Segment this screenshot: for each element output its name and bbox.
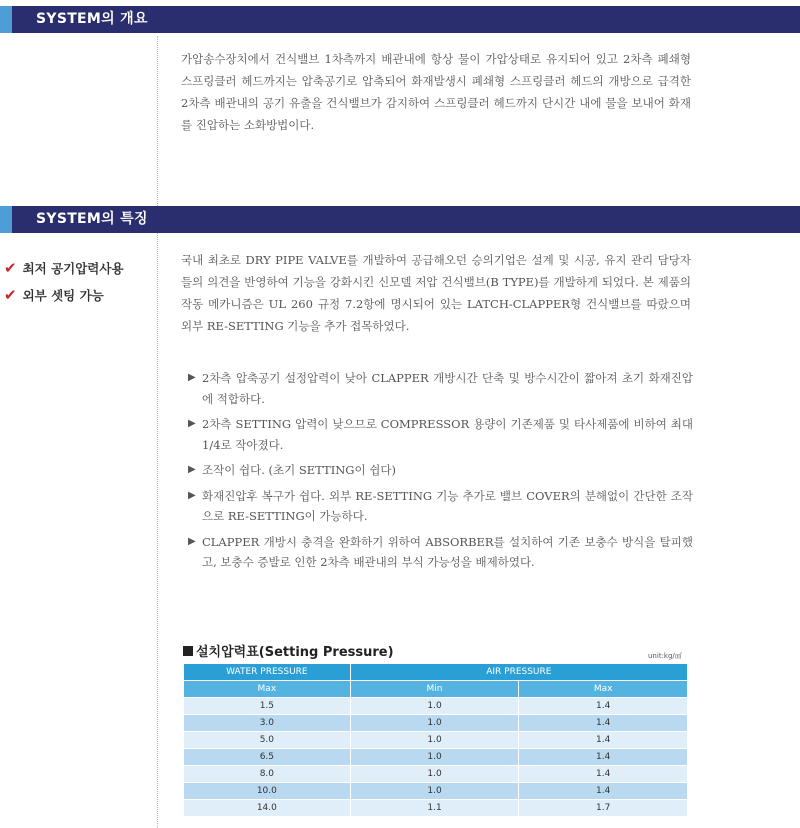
table-unit: unit:kg/㎠ xyxy=(648,652,682,660)
header-water-pressure: WATER PRESSURE xyxy=(184,664,351,681)
triangle-bullet-icon: ▶ xyxy=(188,535,196,547)
table-cell: 14.0 xyxy=(184,800,351,817)
feature-bullet-list xyxy=(188,368,693,578)
highlight-item: ✔ 최저 공기압력사용 xyxy=(4,259,124,277)
triangle-bullet-icon: ▶ xyxy=(188,489,196,501)
table-cell: 3.0 xyxy=(184,715,351,732)
table-cell: 1.1 xyxy=(350,800,519,817)
triangle-bullet-icon: ▶ xyxy=(188,418,196,429)
subheader-air-min: Min xyxy=(350,681,519,698)
table-cell: 1.4 xyxy=(519,783,688,800)
section-header-features xyxy=(0,206,800,233)
features-paragraph: 국내 최초로 DRY PIPE VALVE를 개발하여 공급해오던 승의기업은 설계 및 시공, 유지 관리 담당자들의 의견을 반영하여 기능을 강화시킨 신모델 저압 건식밸브(B TYPE)를 개발하게 되었다. 본 제품의 작동 메카니즘은 UL 260 규정 7.2항에 명시되어 있는 LATCH-CLAPPER형 건식밸브를 따랐으며 외부 RE-SETTING 기능을 추가 접목하였다. xyxy=(181,253,691,333)
table-cell: 1.0 xyxy=(350,766,519,783)
list-item: ▶ CLAPPER 개방시 충격을 완화하기 위하여 ABSORBER를 설치하여 기존 보충수 방식을 탈피했고, 보충수 증발로 인한 2차측 배관내의 부식 가능성을 배제하였다. xyxy=(188,532,693,573)
table-cell: 1.4 xyxy=(519,732,688,749)
table-cell: 1.4 xyxy=(519,698,688,715)
table-cell: 1.0 xyxy=(350,783,519,800)
table-cell: 1.0 xyxy=(350,732,519,749)
table-row xyxy=(184,783,688,800)
setting-pressure-table xyxy=(183,663,688,817)
triangle-bullet-icon: ▶ xyxy=(188,464,196,475)
feature-highlights xyxy=(4,257,124,311)
table-cell: 1.5 xyxy=(184,698,351,715)
table-cell: 1.0 xyxy=(350,715,519,732)
list-item: ▶ 2차측 SETTING 압력이 낮으므로 COMPRESSOR 용량이 기존제품 및 타사제품에 비하여 최대 1/4로 작아졌다. xyxy=(188,414,693,455)
check-mark-icon: ✔ xyxy=(4,259,17,277)
list-item: ▶ 2차측 압축공기 설정압력이 낮아 CLAPPER 개방시간 단축 및 방수시간이 짧아져 초기 화재진압에 적합하다. xyxy=(188,368,693,409)
table-row xyxy=(184,766,688,783)
table-row xyxy=(184,698,688,715)
check-mark-icon: ✔ xyxy=(4,286,17,304)
table-row xyxy=(184,732,688,749)
overview-paragraph: 가압송수장치에서 건식밸브 1차측까지 배관내에 항상 물이 가압상태로 유지되어 있고 2차측 폐쇄형 스프링클러 헤드까지는 압축공기로 압축되어 화재발생시 폐쇄형 스프링클러 헤드의 개방으로 급격한 2차측 배관내의 공기 유출을 건식밸브가 감지하여 스프링클러 헤드까지 단시간 내에 물을 보내어 화재를 진압하는 소화방법이다. xyxy=(181,52,691,132)
table-row xyxy=(184,749,688,766)
table-row xyxy=(184,715,688,732)
table-row xyxy=(184,800,688,817)
triangle-bullet-icon: ▶ xyxy=(188,372,196,383)
table-cell: 10.0 xyxy=(184,783,351,800)
section-title: SYSTEM의 특징 xyxy=(36,211,148,227)
table-cell: 1.0 xyxy=(350,698,519,715)
section-title: SYSTEM의 개요 xyxy=(36,11,148,27)
header-accent xyxy=(0,6,12,33)
table-cell: 1.4 xyxy=(519,715,688,732)
table-cell: 1.4 xyxy=(519,749,688,766)
divider-vertical xyxy=(157,36,158,828)
table-cell: 1.7 xyxy=(519,800,688,817)
list-item: ▶ 화재진압후 복구가 쉽다. 외부 RE-SETTING 기능 추가로 밸브 COVER의 분해없이 간단한 조작으로 RE-SETTING이 가능하다. xyxy=(188,486,693,527)
table-cell: 8.0 xyxy=(184,766,351,783)
table-cell: 1.0 xyxy=(350,749,519,766)
section-header-overview xyxy=(0,6,800,33)
subheader-air-max: Max xyxy=(519,681,688,698)
highlight-item: ✔ 외부 셋팅 가능 xyxy=(4,286,104,304)
table-cell: 5.0 xyxy=(184,732,351,749)
table-title: 설치압력표(Setting Pressure) xyxy=(183,641,394,660)
table-cell: 1.4 xyxy=(519,766,688,783)
header-accent xyxy=(0,206,12,233)
list-item: ▶ 조작이 쉽다. (초기 SETTING이 쉽다) xyxy=(188,460,693,481)
subheader-water-max: Max xyxy=(184,681,351,698)
square-bullet-icon xyxy=(183,646,193,656)
table-cell: 6.5 xyxy=(184,749,351,766)
header-air-pressure: AIR PRESSURE xyxy=(350,664,687,681)
